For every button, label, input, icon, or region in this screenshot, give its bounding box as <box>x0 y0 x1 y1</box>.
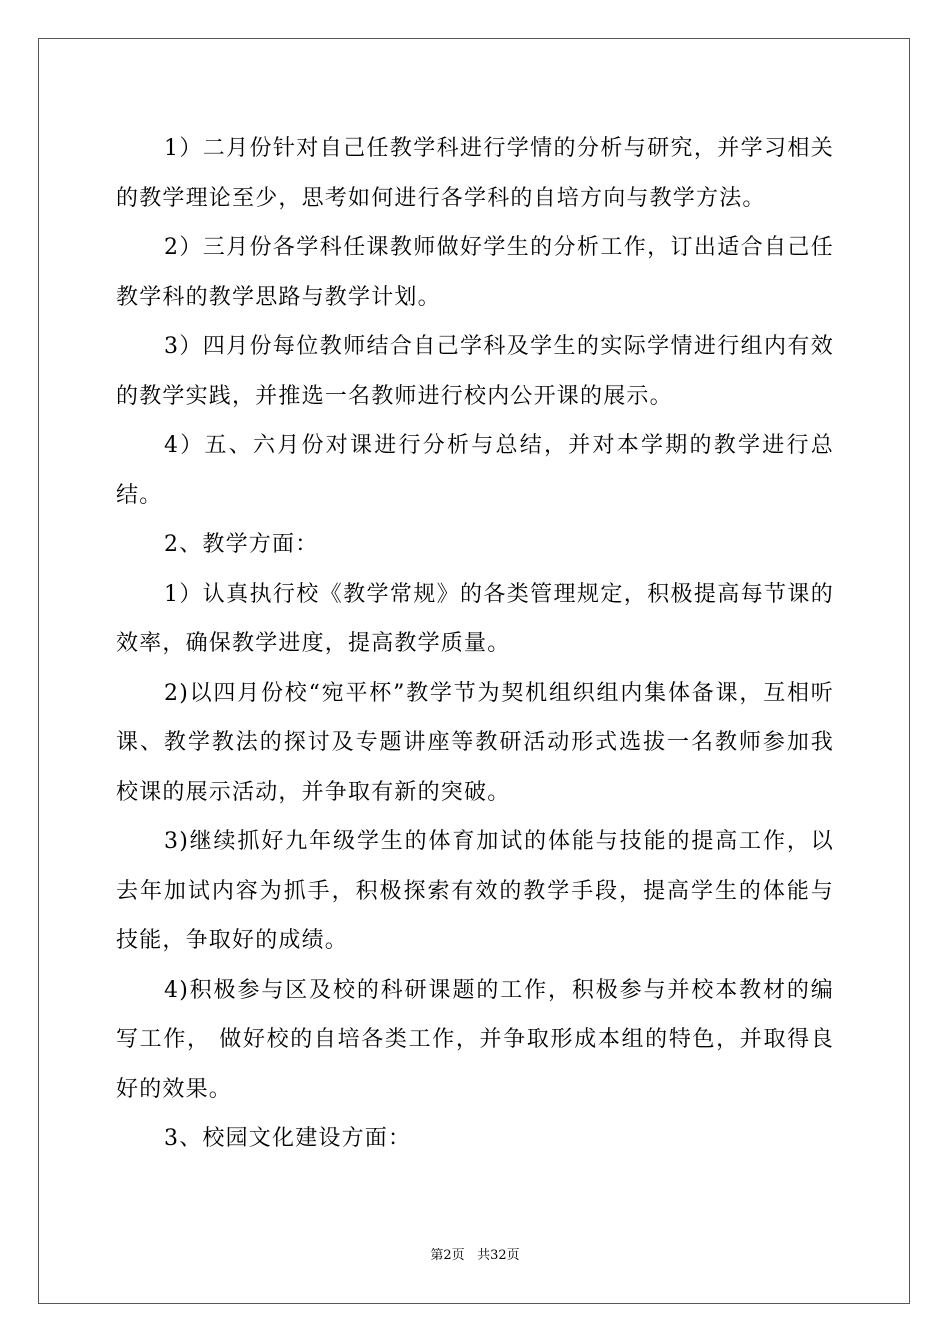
section-heading-teaching: 2、教学方面： <box>164 532 319 557</box>
page-number: 第2页 <box>430 1248 465 1263</box>
section-heading-campus-culture: 3、校园文化建设方面： <box>164 1126 412 1151</box>
page-footer <box>0 1247 950 1265</box>
document-body <box>116 124 834 1164</box>
paragraph-6: 2)以四月份校“宛平杯”教学节为契机组织组内集体备课，互相听课、教学教法的探讨及专题讲座等教研活动形式选拔一名教师参加我校课的展示活动，并争取有新的突破。 <box>116 680 834 805</box>
paragraph-3: 3）四月份每位教师结合自己学科及学生的实际学情进行组内有效的教学实践，并推选一名教师进行校内公开课的展示。 <box>116 334 834 409</box>
paragraph-2: 2）三月份各学科任课教师做好学生的分析工作，订出适合自己任教学科的教学思路与教学计划。 <box>116 235 834 310</box>
page-total: 共32页 <box>477 1248 520 1263</box>
paragraph-7: 3)继续抓好九年级学生的体育加试的体能与技能的提高工作，以去年加试内容为抓手，积极探索有效的教学手段，提高学生的体能与技能，争取好的成绩。 <box>116 829 834 953</box>
paragraph-5: 1）认真执行校《教学常规》的各类管理规定，积极提高每节课的效率，确保教学进度，提高教学质量。 <box>116 581 834 656</box>
paragraph-8: 4)积极参与区及校的科研课题的工作，积极参与并校本教材的编写工作， 做好校的自培各类工作，并争取形成本组的特色，并取得良好的效果。 <box>116 977 834 1102</box>
paragraph-4: 4）五、六月份对课进行分析与总结，并对本学期的教学进行总结。 <box>116 433 834 508</box>
paragraph-1: 1）二月份针对自己任教学科进行学情的分析与研究，并学习相关的教学理论至少，思考如何进行各学科的自培方向与教学方法。 <box>116 136 834 211</box>
